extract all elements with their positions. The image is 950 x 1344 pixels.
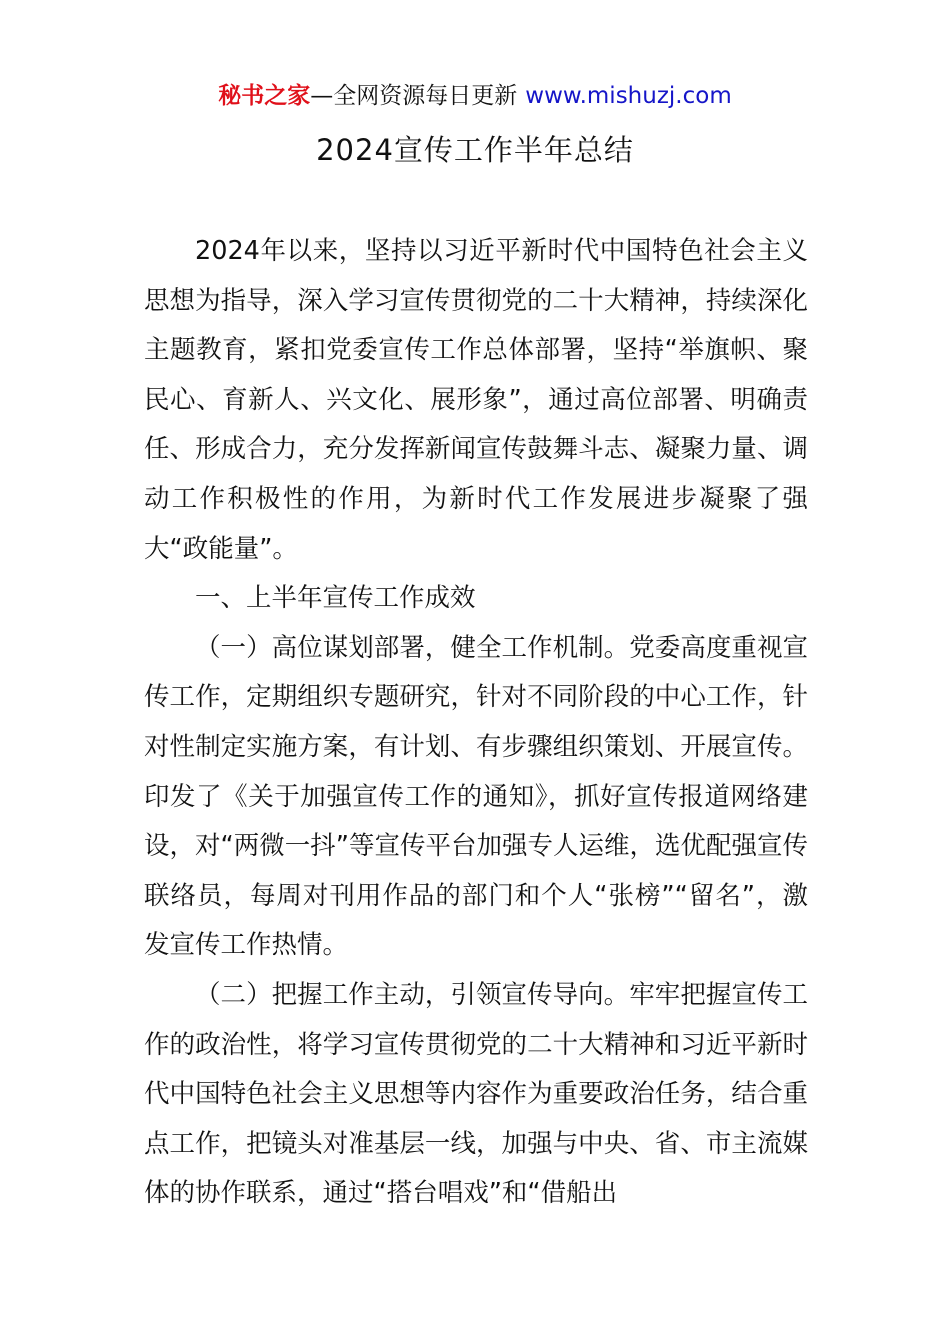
document-title: 2024宣传工作半年总结 [316, 133, 634, 167]
brand-name: 秘书之家 [218, 83, 311, 109]
section-heading: 一、上半年宣传工作成效 [195, 583, 476, 614]
document-body [144, 227, 808, 1219]
site-url-link[interactable]: www.mishuzj.com [525, 83, 732, 109]
banner-tagline: —全网资源每日更新 [310, 83, 518, 109]
intro-paragraph: 2024年以来，坚持以习近平新时代中国特色社会主义思想为指导，深入学习宣传贯彻党的二十大精神，持续深化主题教育，紧扣党委宣传工作总体部署，坚持“举旗帜、聚民心、育新人、兴文化、展形象”，通过高位部署、明确责任、形成合力，充分发挥新闻宣传鼓舞斗志、凝聚力量、调动工作积极性的作用，为新时代工作发展进步凝聚了强大“政能量”。 [144, 236, 808, 564]
paragraph-guidance: （二）把握工作主动，引领宣传导向。牢牢把握宣传工作的政治性，将学习宣传贯彻党的二十大精神和习近平新时代中国特色社会主义思想等内容作为重要政治任务，结合重点工作，把镜头对准基层一线，加强与中央、省、市主流媒体的协作联系，通过“搭台唱戏”和“借船出 [144, 979, 808, 1209]
paragraph-planning: （一）高位谋划部署，健全工作机制。党委高度重视宣传工作，定期组织专题研究，针对不同阶段的中心工作，针对性制定实施方案，有计划、有步骤组织策划、开展宣传。印发了《关于加强宣传工作的通知》，抓好宣传报道网络建设，对“两微一抖”等宣传平台加强专人运维，选优配强宣传联络员，每周对刊用作品的部门和个人“张榜”“留名”，激发宣传工作热情。 [144, 632, 808, 961]
site-banner [0, 80, 950, 112]
